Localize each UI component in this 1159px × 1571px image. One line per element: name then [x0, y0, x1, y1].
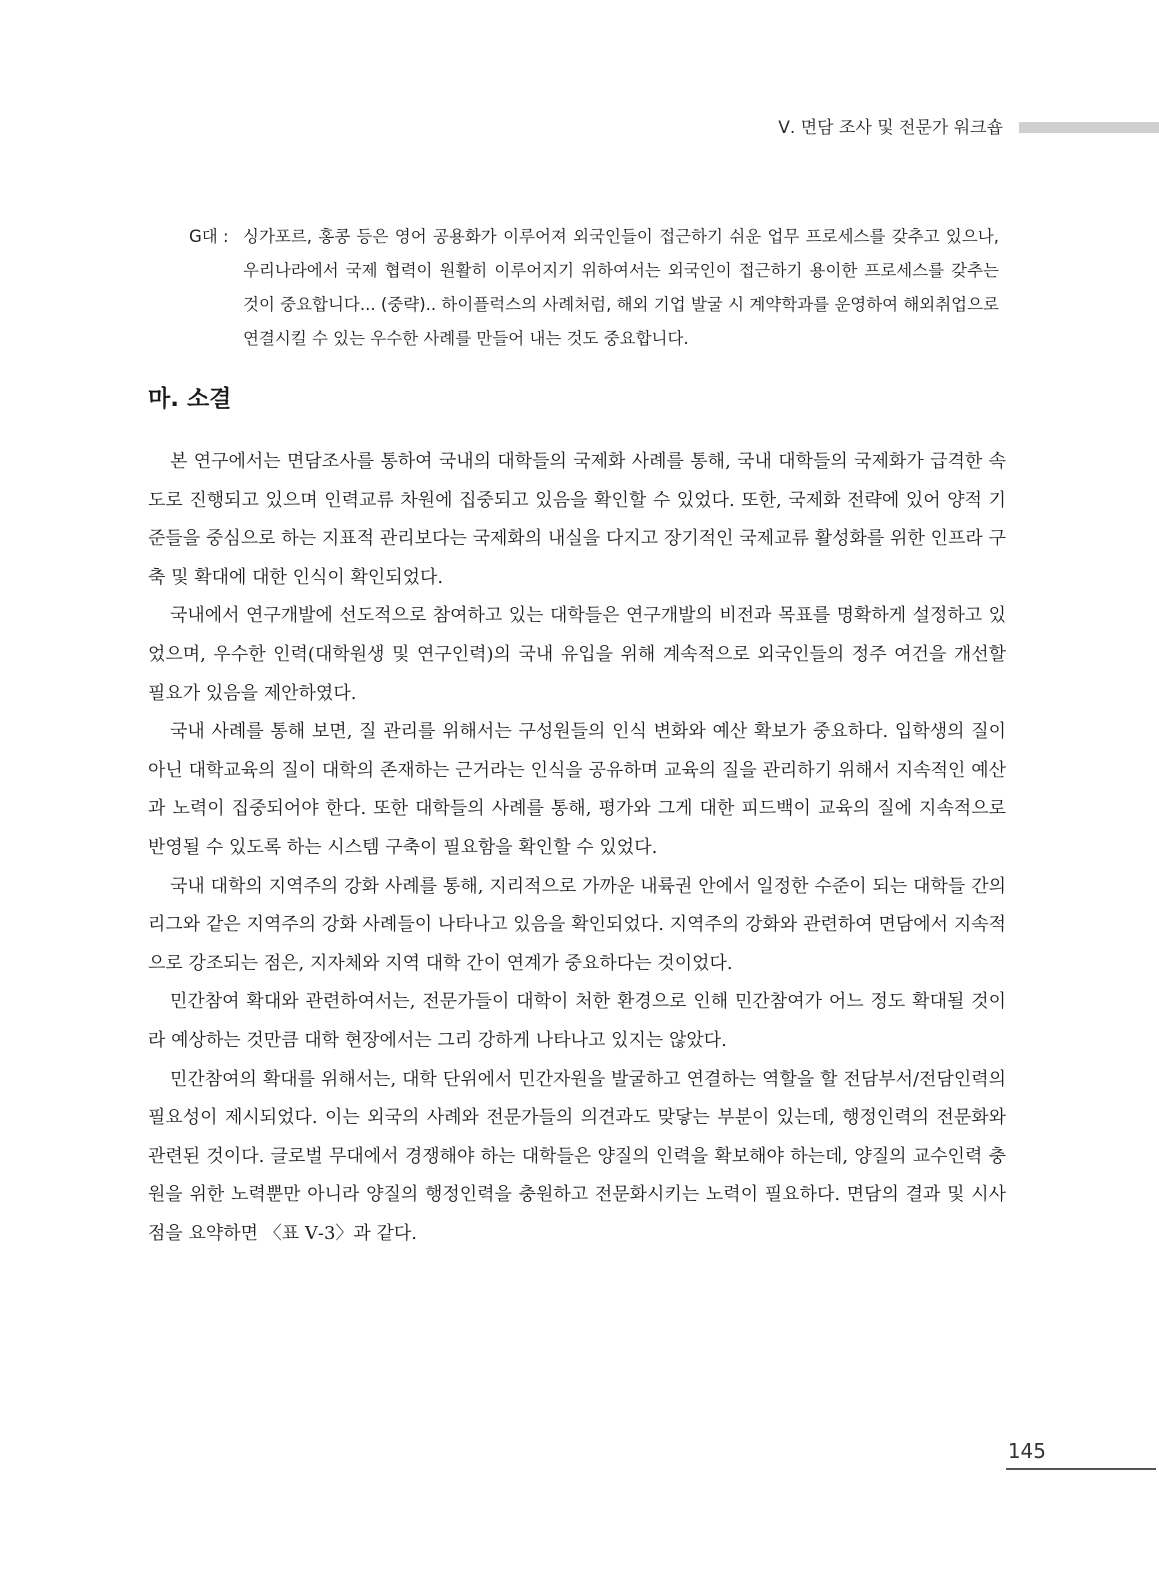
running-header [0, 116, 1159, 140]
quote-text: 싱가포르, 홍콩 등은 영어 공용화가 이루어져 외국인들이 접근하기 쉬운 업무 프로세스를 갖추고 있으나, 우리나라에서 국제 협력이 원활히 이루어지기 위하여서는 외국인이 접근하기 용이한 프로세스를 갖추는 것이 중요합니다... (중략).. 하이플럭스의 사례처럼, 해외 기업 발굴 시 계약학과를 운영하여 해외취업으로 연결시킬 수 있는 우수한 사례를 만들어 내는 것도 중요합니다. [243, 227, 999, 348]
paragraph: 국내 사례를 통해 보면, 질 관리를 위해서는 구성원들의 인식 변화와 예산 확보가 중요하다. 입학생의 질이 아닌 대학교육의 질이 대학의 존재하는 근거라는 인식을 공유하며 교육의 질을 관리하기 위해서 지속적인 예산과 노력이 집중되어야 한다. 또한 대학들의 사례를 통해, 평가와 그게 대한 피드백이 교육의 질에 지속적으로 반영될 수 있도록 하는 시스템 구축이 필요함을 확인할 수 있었다. [148, 721, 1006, 858]
header-title: Ⅴ. 면담 조사 및 전문가 워크숍 [778, 118, 1003, 138]
header-bar [1019, 122, 1159, 133]
paragraph: 본 연구에서는 면담조사를 통하여 국내의 대학들의 국제화 사례를 통해, 국내 대학들의 국제화가 급격한 속도로 진행되고 있으며 인력교류 차원에 집중되고 있음을 확인할 수 있었다. 또한, 국제화 전략에 있어 양적 기준들을 중심으로 하는 지표적 관리보다는 국제화의 내실을 다지고 장기적인 국제교류 활성화를 위한 인프라 구축 및 확대에 대한 인식이 확인되었다. [148, 451, 1006, 588]
page-number: 145 [1007, 1439, 1046, 1463]
section-title: 마. 소결 [148, 386, 232, 412]
paragraph: 국내 대학의 지역주의 강화 사례를 통해, 지리적으로 가까운 내륙권 안에서 일정한 수준이 되는 대학들 간의 리그와 같은 지역주의 강화 사례들이 나타나고 있음을 확인되었다. 지역주의 강화와 관련하여 면담에서 지속적으로 강조되는 점은, 지자체와 지역 대학 간이 연계가 중요하다는 것이었다. [148, 875, 1006, 974]
body-text [148, 443, 1006, 1253]
quote-speaker: G대 : [189, 227, 229, 246]
paragraph: 민간참여의 확대를 위해서는, 대학 단위에서 민간자원을 발굴하고 연결하는 역할을 할 전담부서/전담인력의 필요성이 제시되었다. 이는 외국의 사례와 전문가들의 의견과도 맞닿는 부분이 있는데, 행정인력의 전문화와 관련된 것이다. 글로벌 무대에서 경쟁해야 하는 대학들은 양질의 인력을 확보해야 하는데, 양질의 교수인력 충원을 위한 노력뿐만 아니라 양질의 행정인력을 충원하고 전문화시키는 노력이 필요하다. 면담의 결과 및 시사점을 요약하면 〈표 Ⅴ-3〉과 같다. [148, 1068, 1006, 1244]
paragraph: 민간참여 확대와 관련하여서는, 전문가들이 대학이 처한 환경으로 인해 민간참여가 어느 정도 확대될 것이라 예상하는 것만큼 대학 현장에서는 그리 강하게 나타나고 있지는 않았다. [148, 991, 1006, 1051]
interview-quote [189, 220, 999, 356]
paragraph: 국내에서 연구개발에 선도적으로 참여하고 있는 대학들은 연구개발의 비전과 목표를 명확하게 설정하고 있었으며, 우수한 인력(대학원생 및 연구인력)의 국내 유입을 위해 계속적으로 외국인들의 정주 여건을 개선할 필요가 있음을 제안하였다. [148, 605, 1006, 704]
footer-rule [1006, 1468, 1156, 1470]
